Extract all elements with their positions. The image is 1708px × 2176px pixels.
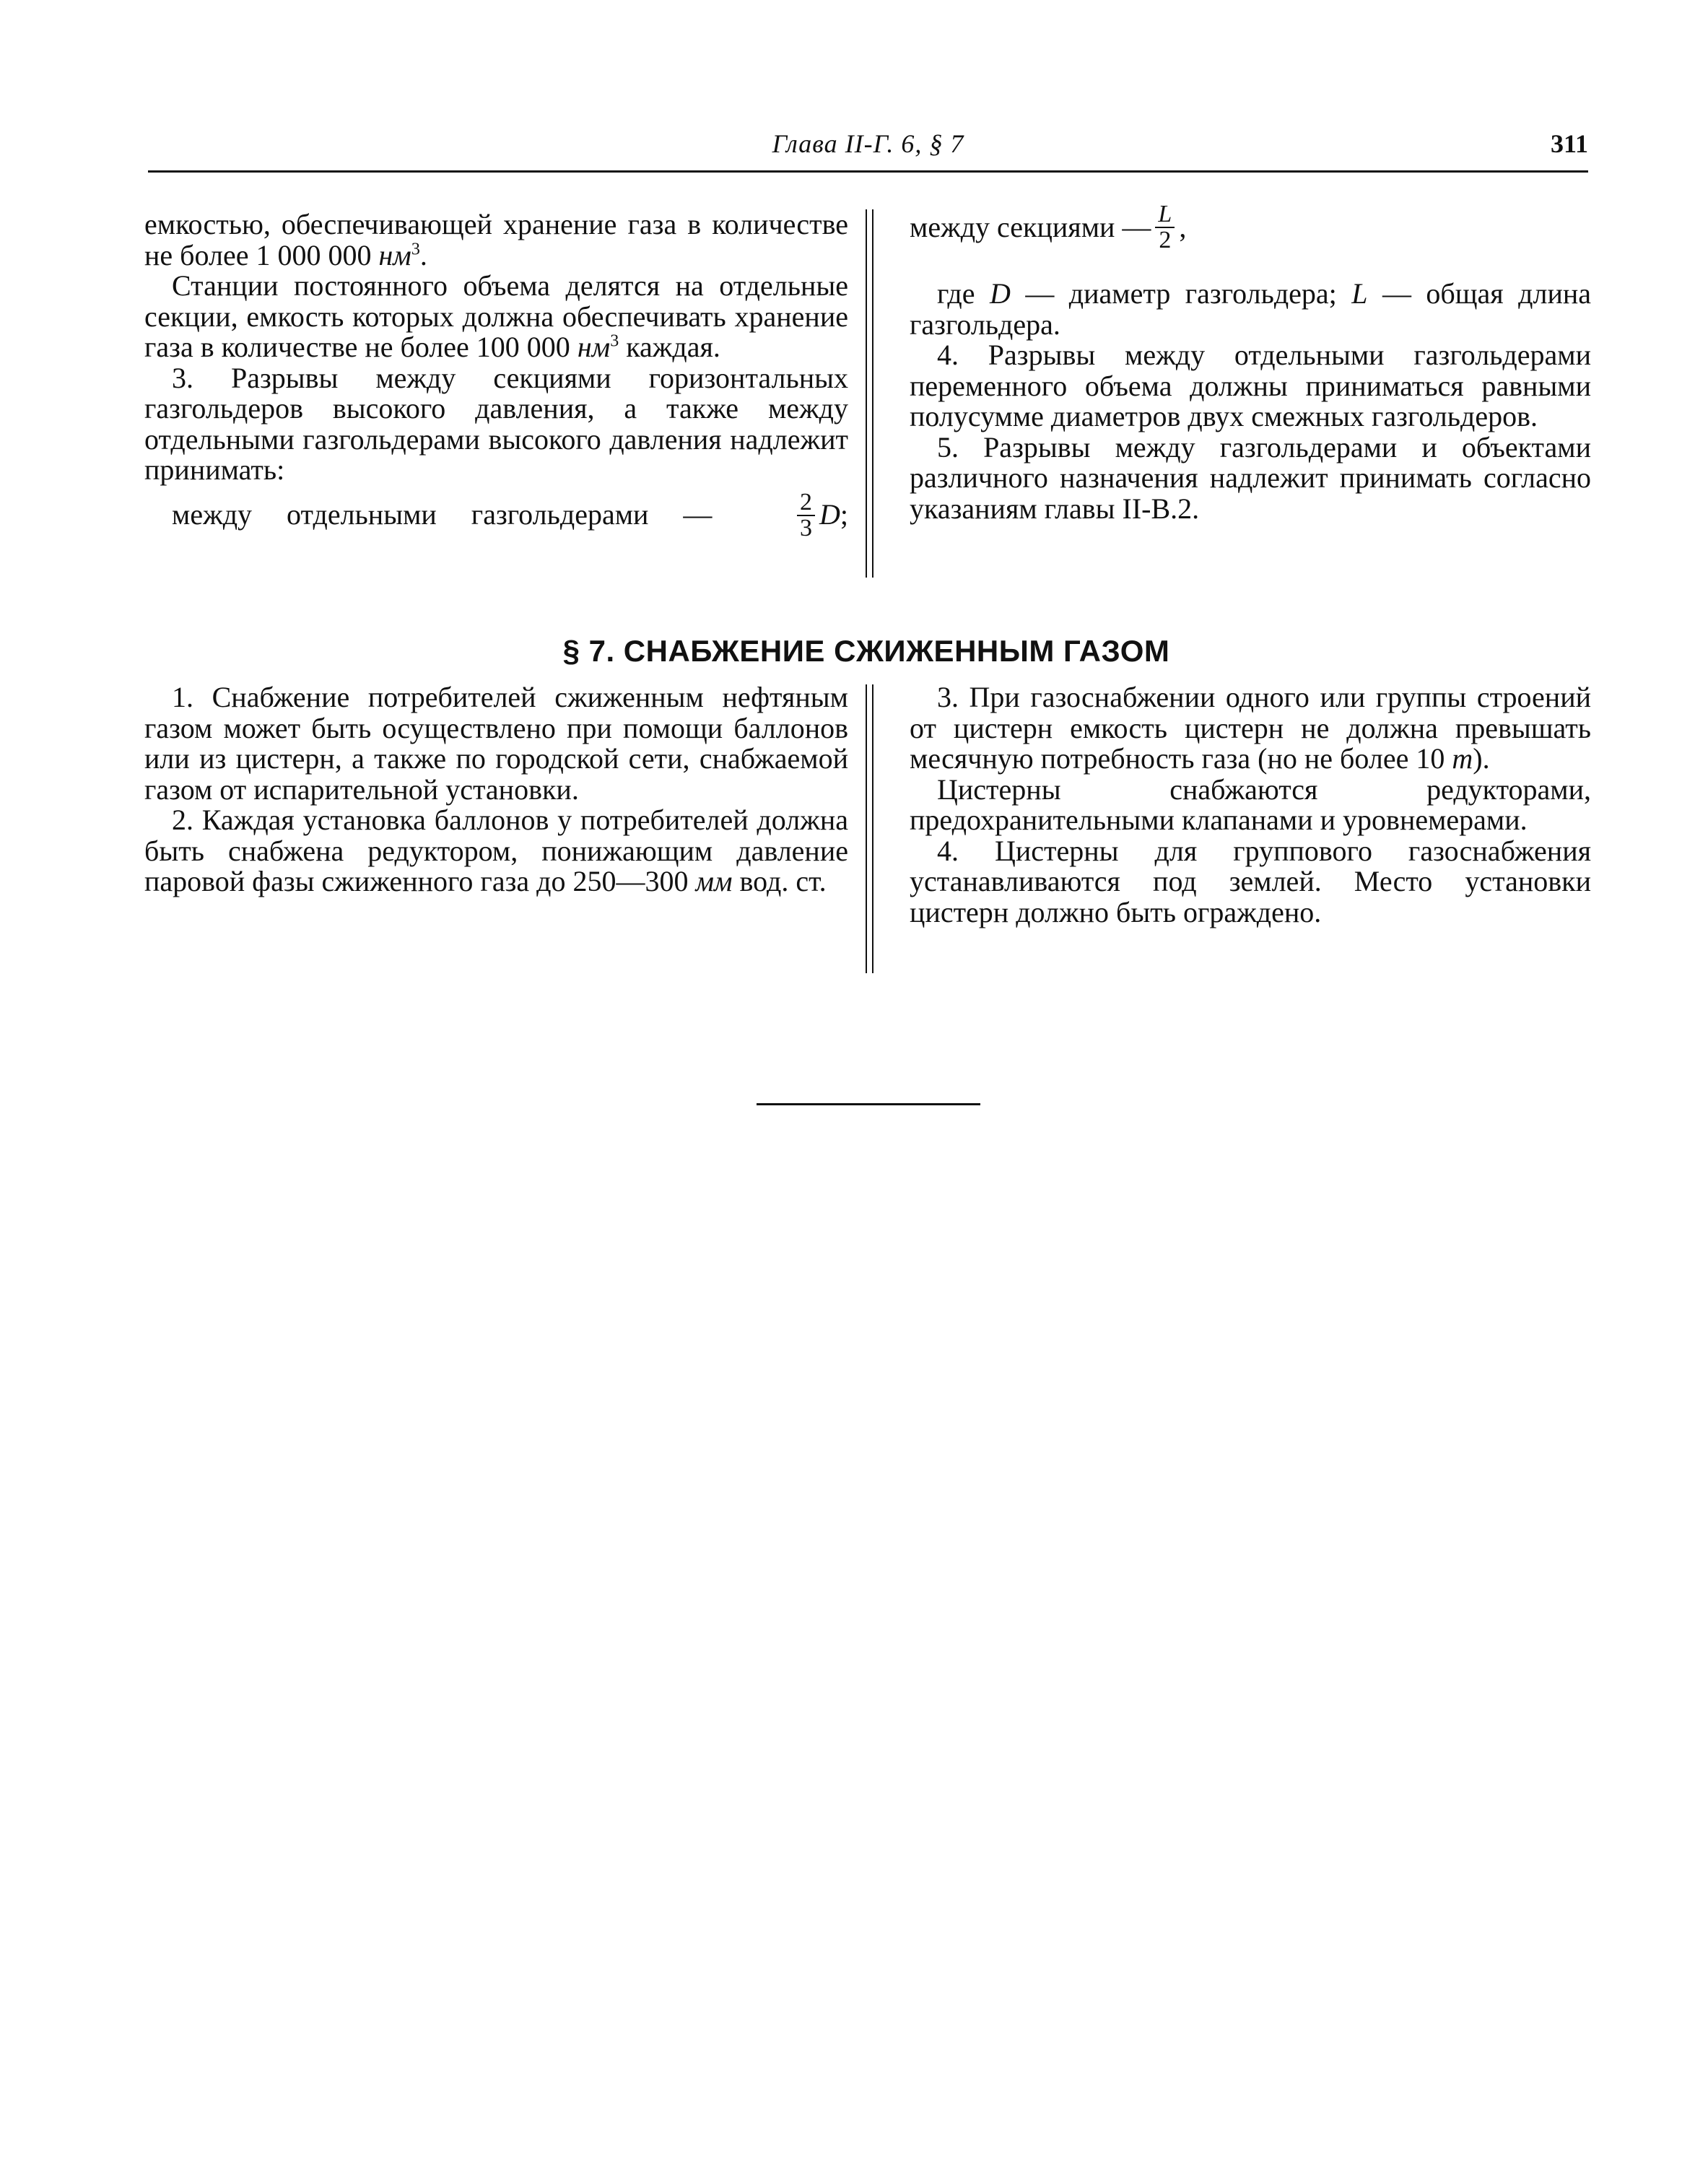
section-title: § 7. СНАБЖЕНИЕ СЖИЖЕННЫМ ГАЗОМ: [562, 634, 1170, 668]
header-rule: [148, 170, 1588, 173]
paragraph-definitions: где D — диаметр газгольдера; L — общая длина газгольдера.: [910, 277, 1592, 341]
formula-between-sections: между секциями — $\frac{L}{2}$ ,: [910, 201, 1187, 253]
paragraph-capacity: емкостью, обеспечивающей хранение газа в количестве не более 1 000 000 $нм^3$.: [144, 208, 848, 271]
paragraph-item-4: 4. Разрывы между отдельными газгольдерами переменного объема должны приниматься равными полусумме диаметров двух смежных газгольдеров.: [910, 339, 1591, 432]
paragraph-stations: Станции постоянного объема делятся на отдельные секции, емкость которых должна обеспечивать хранение газа в количестве не более 100 000 $нм^3$ каждая.: [144, 269, 848, 363]
bottom-left-column: [144, 682, 848, 897]
bottom-right-column: [910, 682, 1591, 928]
paragraph-item-4b: 4. Цистерны для группового газоснабжения устанавливаются под землей. Место установки цистерн должно быть ограждено.: [910, 834, 1591, 928]
paragraph-item-3b: 3. При газоснабжении одного или группы строений от цистерн емкость цистерн не должна превышать месячную потребность газа (но не более 10 т).: [910, 681, 1591, 775]
column-divider-bottom: [872, 684, 873, 973]
paragraph-item-3: 3. Разрывы между секциями горизонтальных газгольдеров высокого давления, а также между отдельными газгольдерами высокого давления надлежит принимать:: [144, 361, 848, 486]
formula-between-gasholders: между отдельными газгольдерами — $\frac{2}{3}$ D ;: [172, 488, 848, 541]
chapter-reference: Глава II-Г. 6, § 7: [772, 129, 964, 158]
running-head: [148, 129, 1588, 160]
paragraph-reducers: Цистерны снабжаются редукторами, предохранительными клапанами и уровнемерами.: [910, 773, 1591, 836]
paragraph-item-2: 2. Каждая установка баллонов у потребителей должна быть снабжена редуктором, понижающим давление паровой фазы сжиженного газа до 250—300 мм вод. ст.: [144, 804, 848, 897]
fraction-l-half: $\frac{L}{2}$: [1155, 202, 1175, 253]
column-divider-bottom: [866, 684, 867, 973]
paragraph-item-1: 1. Снабжение потребителей сжиженным нефтяным газом может быть осуществлено при помощи баллонов или из цистерн, а также по городской сети, снабжаемой газом от испарительной установки.: [144, 681, 848, 806]
column-divider-top: [866, 209, 867, 578]
fraction-two-thirds: $\frac{2}{3}$: [797, 490, 815, 541]
end-rule: [757, 1103, 980, 1105]
top-right-column: [910, 201, 1592, 525]
paragraph-item-5: 5. Разрывы между газгольдерами и объектами различного назначения надлежит принимать согласно указаниям главы II-В.2.: [910, 430, 1591, 525]
page-number: 311: [1550, 129, 1588, 158]
column-divider-top: [872, 209, 873, 578]
top-left-column: [144, 209, 848, 541]
